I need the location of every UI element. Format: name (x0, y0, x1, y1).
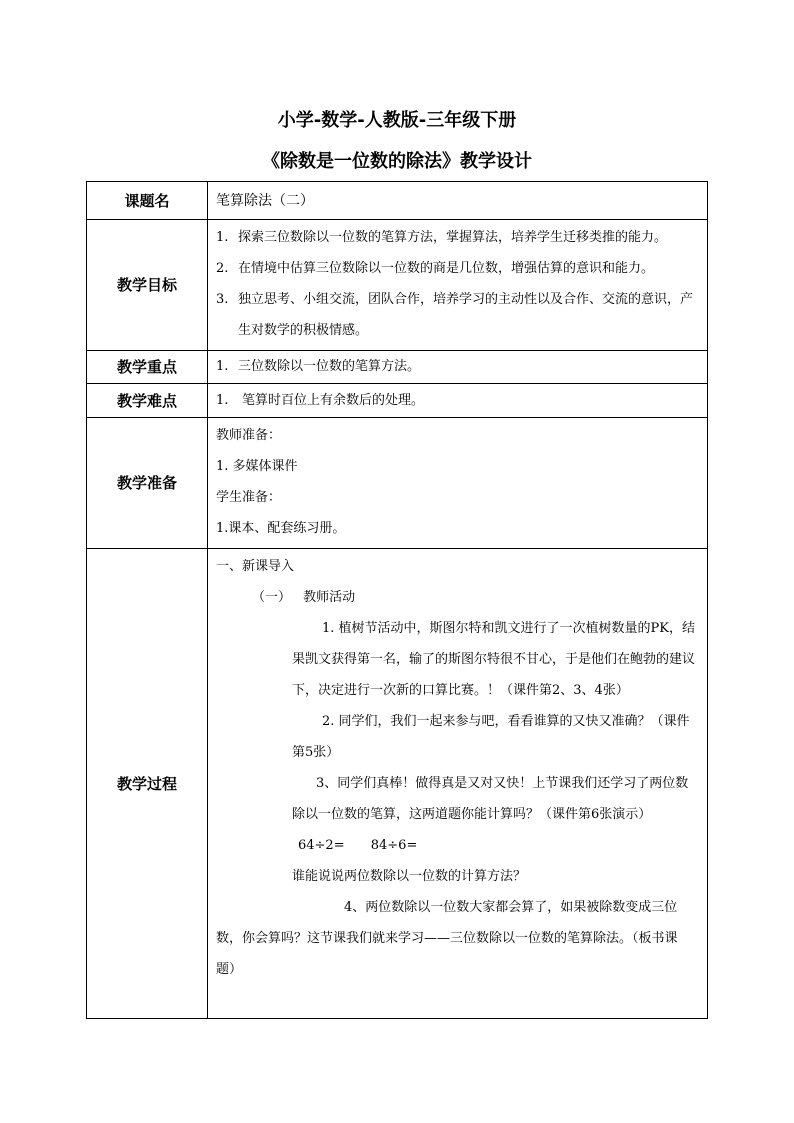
question-line: 谁能说说两位数除以一位数的计算方法？ (292, 869, 527, 884)
topic-label: 课题名 (87, 182, 208, 220)
difficulty-text: 笔算时百位上有余数后的处理。 (242, 392, 425, 408)
process-row (87, 549, 708, 1019)
activity-paragraph: 2. 同学们，我们一起来参与吧，看看谁算的又快又准确？（课件第5张） (292, 714, 690, 760)
prep-line: 1. 多媒体课件 (216, 459, 298, 474)
difficulty-num: 1. (216, 392, 229, 408)
goal-num: 1. (216, 230, 229, 245)
equation: 64÷2= (298, 838, 345, 853)
sub-num: （一） (252, 590, 292, 605)
prep-cell (208, 418, 708, 549)
sub-title: 教师活动 (303, 590, 356, 605)
sub-heading (216, 582, 699, 613)
difficulty-label: 教学难点 (87, 384, 208, 418)
prep-label: 教学准备 (87, 418, 208, 549)
goal-item (216, 253, 699, 284)
key-row (87, 351, 708, 384)
prep-row (87, 418, 708, 549)
goals-label: 教学目标 (87, 220, 208, 351)
goal-num: 3. (216, 292, 229, 307)
goal-item (216, 284, 699, 346)
activity-paragraph: 4、两位数除以一位数大家都会算了，如果被除数变成三位数，你会算吗？这节课我们就来学习——三位数除以一位数的笔算除法。（板书课题） (216, 900, 678, 977)
goals-row (87, 220, 708, 351)
prep-line: 1.课本、配套练习册。 (216, 521, 346, 536)
equation: 84÷6= (370, 838, 418, 853)
goal-text: 在情境中估算三位数除以一位数的商是几位数，增强估算的意识和能力。 (238, 261, 655, 276)
activity-paragraph: 1. 植树节活动中，斯图尔特和凯文进行了一次植树数量的PK，结果凯文获得第一名，输了的斯图尔特很不甘心，于是他们在鲍勃的建议下，决定进行一次新的口算比赛。！（课件第2、3、4张） (292, 621, 696, 698)
document-title: 小学-数学-人教版-三年级下册 (277, 110, 517, 131)
goal-text: 探索三位数除以一位数的笔算方法，掌握算法，培养学生迁移类推的能力。 (238, 230, 668, 245)
difficulty-cell (208, 384, 708, 418)
document-subtitle: 《除数是一位数的除法》教学设计 (262, 151, 532, 172)
goal-num: 2. (216, 261, 229, 276)
topic-value: 笔算除法（二） (216, 192, 314, 209)
equations (292, 830, 699, 861)
goals-cell (208, 220, 708, 351)
goal-text: 独立思考、小组交流，团队合作，培养学习的主动性以及合作、交流的意识，产生对数学的积极情感。 (238, 292, 694, 338)
prep-line: 教师准备： (216, 428, 282, 443)
section-heading: 一、新课导入 (216, 559, 295, 574)
goal-item (216, 222, 699, 253)
prep-line: 学生准备： (216, 490, 282, 505)
lesson-plan-table (86, 181, 708, 1019)
key-label: 教学重点 (87, 351, 208, 384)
topic-cell (208, 182, 708, 220)
topic-row (87, 182, 708, 220)
key-cell (208, 351, 708, 384)
activity-paragraph: 3、同学们真棒！做得真是又对又快！上节课我们还学习了两位数除以一位数的笔算，这两道题你能计算吗？（课件第6张演示） (292, 776, 689, 822)
process-label: 教学过程 (87, 549, 208, 1019)
key-num: 1. (216, 359, 229, 374)
key-text: 三位数除以一位数的笔算方法。 (238, 359, 421, 374)
process-cell (208, 549, 708, 1019)
difficulty-row (87, 384, 708, 418)
